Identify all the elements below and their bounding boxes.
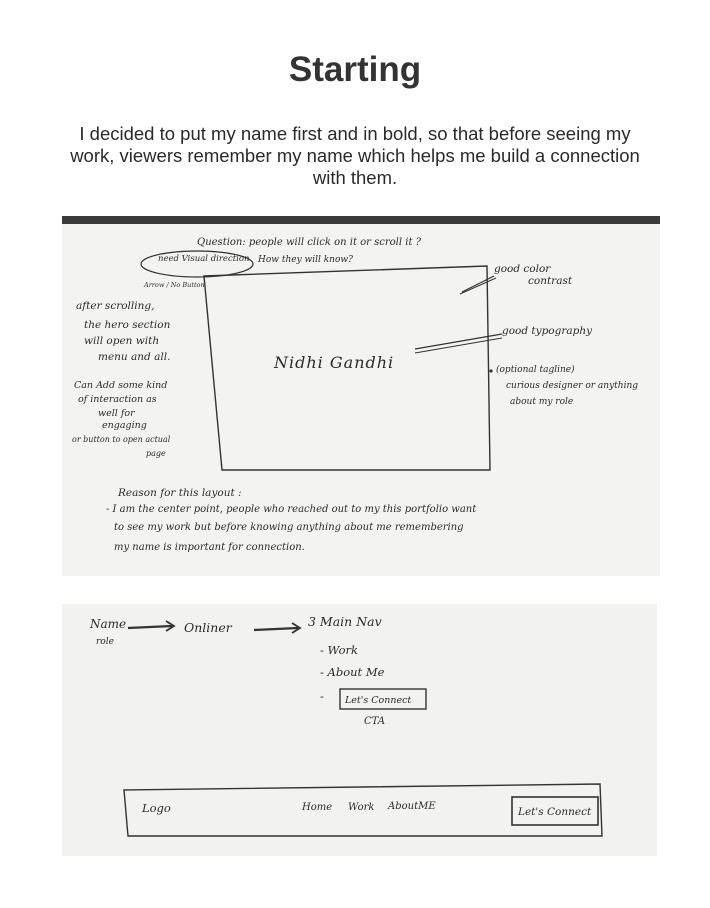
cta-label: CTA (364, 716, 385, 727)
nav-sketch-drawing (62, 604, 657, 856)
hero-name-sketch: Nidhi Gandhi (274, 353, 395, 372)
hero-sketch-drawing (62, 216, 660, 576)
button-note: or button to open actual page (72, 435, 171, 458)
bar-home: Home (302, 802, 333, 813)
nav-list: - Work - About Me - (320, 643, 385, 703)
reason-heading: Reason for this layout : (118, 487, 242, 499)
bar-work: Work (348, 802, 375, 813)
need-visual-direction-note: need Visual direction (158, 254, 250, 264)
reason-text: - I am the center point, people who reached out to my this portfolio want to see my work but before knowing anything about me remembering my name is important for connection. (106, 504, 477, 553)
hero-sketch-photo (62, 216, 660, 576)
page-title: Starting (288, 50, 422, 89)
arrow-button-note: Arrow / No Button (144, 281, 205, 289)
bar-about: AboutME (388, 801, 436, 812)
bar-connect-label: Let's Connect (518, 806, 592, 818)
good-color-contrast-note: good color contrast (494, 263, 573, 287)
connect-box-label: Let's Connect (345, 695, 412, 706)
after-scrolling-note: after scrolling, the hero section will open with menu and all. (76, 300, 171, 363)
question-note: Question: people will click on it or scroll it ? (197, 237, 421, 248)
tagline-note: (optional tagline) curious designer or anything about my role (496, 365, 639, 407)
flow-role: role (96, 637, 114, 647)
interaction-note: Can Add some kind of interaction as well for engaging (74, 380, 168, 431)
good-typography-note: good typography (502, 325, 593, 337)
nav-sketch-photo (62, 604, 657, 856)
how-they-know-note: How they will know? (258, 255, 353, 265)
bar-logo: Logo (142, 801, 171, 815)
flow-name: Name (90, 617, 127, 631)
flow-onliner: Onliner (184, 620, 232, 635)
intro-paragraph: I decided to put my name first and in bold, so that before seeing my work, viewers remember my name which helps me build a connection with them. (70, 123, 640, 188)
flow-nav: 3 Main Nav (308, 614, 382, 629)
